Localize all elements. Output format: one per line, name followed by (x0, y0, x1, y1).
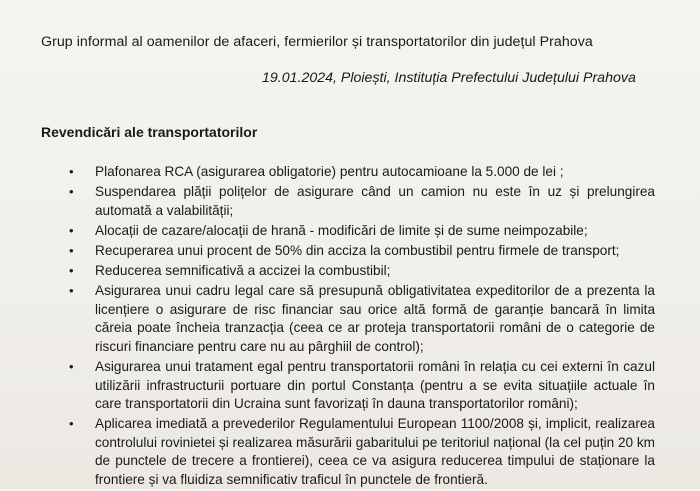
list-item: • Alocații de cazare/alocații de hrană - modificări de limite și de sume neimpozabile; (95, 222, 655, 241)
list-item: • Asigurarea unui tratament egal pentru transportatorii români în relația cu cei externi în cazul utilizării infrastructurii portuare din portul Constanța (pentru a se evita situațiile actuale în care transportatorii din Ucraina sunt favorizați în dauna transportatorilor români); (95, 358, 655, 414)
header-title: Grup informal al oamenilor de afaceri, fermierilor și transportatorilor din județul Prahova (41, 34, 593, 50)
list-item: • Asigurarea unui cadru legal care să presupună obligativitatea expeditorilor de a prezenta la licențiere o asigurare de risc financiar sau orice altă formă de garanție bancară în limita căreia poate încheia tranzacția (ceea ce ar proteja transportatorii români de o categorie de riscuri financiare pentru care nu au pârghiil de control); (95, 282, 655, 356)
list-item: • Reducerea semnificativă a accizei la combustibil; (95, 262, 655, 281)
list-item: • Aplicarea imediată a prevederilor Regulamentului European 1100/2008 și, implicit, realizarea controlului rovinietei și realizarea măsurării gabaritului pe teritoriul național (la cel puțin 20 km de punctele de trecere a frontierei), ceea ce va asigura reducerea timpului de staționare la frontiere și va fluidiza semnificativ traficul în punctele de frontieră. (95, 415, 655, 489)
section-title: Revendicări ale transportatorilor (41, 124, 258, 140)
date-location: 19.01.2024, Ploiești, Instituția Prefectului Județului Prahova (262, 70, 636, 86)
demands-list (95, 163, 655, 491)
list-item: • Recuperarea unui procent de 50% din acciza la combustibil pentru firmele de transport; (95, 242, 655, 261)
list-item: • Suspendarea plății polițelor de asigurare când un camion nu este în uz și prelungirea automată a valabilității; (95, 183, 655, 220)
list-item: • Plafonarea RCA (asigurarea obligatorie) pentru autocamioane la 5.000 de lei ; (95, 163, 655, 182)
